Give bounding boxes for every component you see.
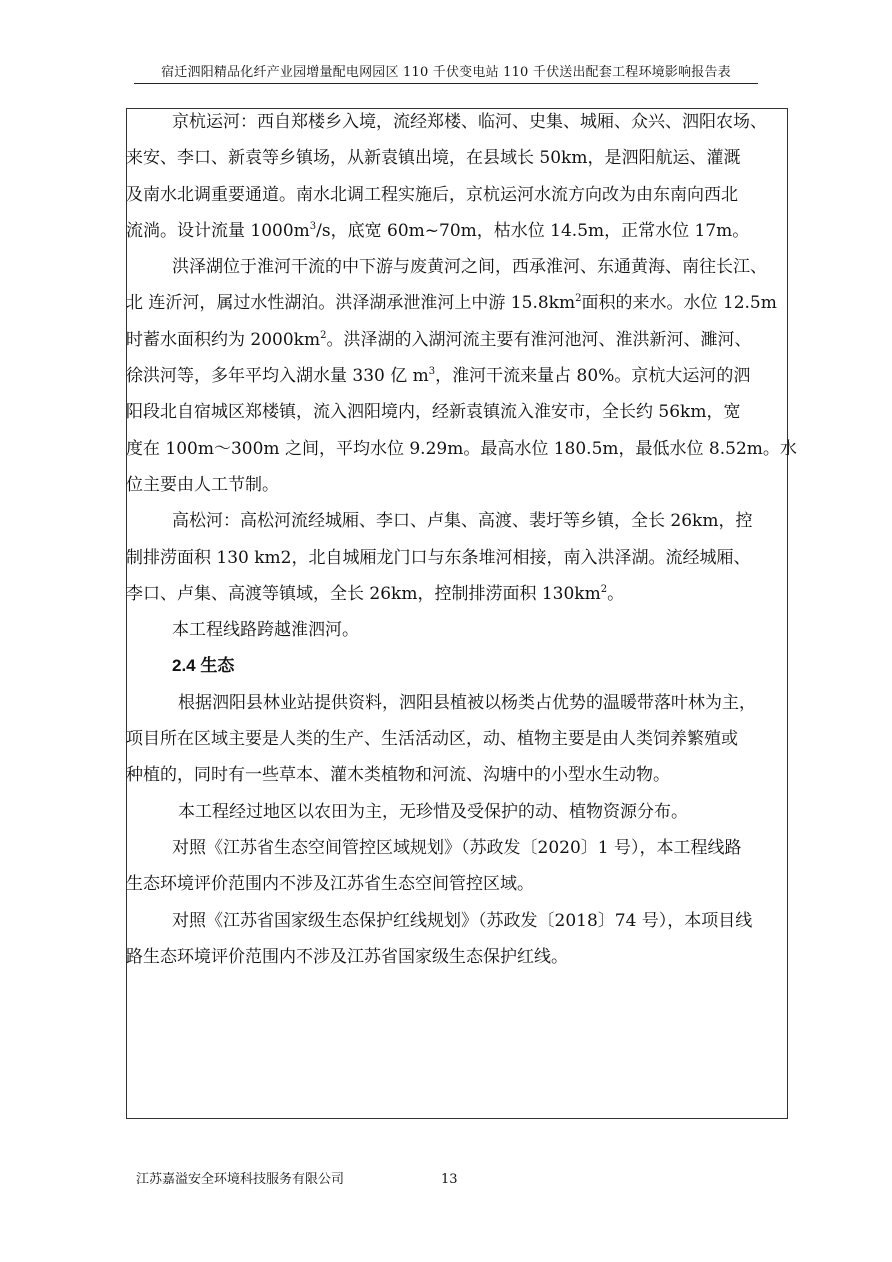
text-line: 京杭运河：西自郑楼乡入境，流经郑楼、临河、史集、城厢、众兴、泗阳农场、 <box>172 112 767 132</box>
text-line: 来安、李口、新袁等乡镇场，从新袁镇出境，在县域长 50km，是泗阳航运、灌溉 <box>126 148 741 169</box>
text-line: 对照《江苏省生态空间管控区域规划》（苏政发〔2020〕1 号），本工程线路 <box>172 837 742 858</box>
text-line: 洪泽湖位于淮河干流的中下游与废黄河之间，西承淮河、东通黄海、南往长江、 <box>172 257 767 278</box>
text-line: 对照《江苏省国家级生态保护红线规划》（苏政发〔2018〕74 号），本项目线 <box>172 910 753 931</box>
text-line: 制排涝面积 130 km2，北自城厢龙门口与东条堆河相接，南入洪泽湖。流经城厢、 <box>126 547 751 568</box>
paragraph-gaosong-river <box>126 503 780 612</box>
text-line: 徐洪河等，多年平均入湖水量 330 亿 $m^3$，淮河干流来量占 80%。京杭大运河的泗 <box>126 366 751 387</box>
paragraph-redline <box>126 903 780 976</box>
paragraph-jinghang-canal <box>126 104 780 249</box>
section-heading-ecology <box>160 648 780 684</box>
text-line: 及南水北调重要通道。南水北调工程实施后，京杭运河水流方向改为由东南向西北 <box>126 184 738 205</box>
paragraph-ecological-control <box>126 830 780 903</box>
text-line: 生态环境评价范围内不涉及江苏省生态空间管控区域。 <box>126 874 534 895</box>
text-line: 度在 100m～300m 之间，平均水位 9.29m。最高水位 180.5m，最低水位 8.52m。水 <box>126 438 797 459</box>
paragraph-farmland <box>160 794 780 830</box>
text-line: 时蓄水面积约为 $2000km^2$。洪泽湖的入湖河流主要有淮河池河、淮洪新河、濉河、 <box>126 329 752 350</box>
text-line: 阳段北自宿城区郑楼镇，流入泗阳境内，经新袁镇流入淮安市，全长约 56km，宽 <box>126 402 741 423</box>
text-line: 项目所在区域主要是人类的生产、生活活动区，动、植物主要是由人类饲养繁殖或 <box>126 729 738 750</box>
text-line: 本工程经过地区以农田为主，无珍惜及受保护的动、植物资源分布。 <box>178 801 688 822</box>
text-line: 位主要由人工节制。 <box>126 474 279 495</box>
paragraph-ecology <box>126 685 780 794</box>
text-line: 种植的，同时有一些草本、灌木类植物和河流、沟塘中的小型水生动物。 <box>126 765 670 786</box>
content-body <box>126 104 797 975</box>
text-line: 流淌。设计流量 $1000m^3/s$，底宽 60m~70m，枯水位 14.5m，正常水位 17m。 <box>126 220 750 241</box>
text-line: 高松河：高松河流经城厢、李口、卢集、高渡、裴圩等乡镇，全长 26km，控 <box>172 511 753 532</box>
text-line: 路生态环境评价范围内不涉及江苏省国家级生态保护红线。 <box>126 946 568 967</box>
paragraph-hongze-lake <box>126 249 797 503</box>
page-number: 13 <box>441 1172 458 1187</box>
header-rule <box>134 83 758 84</box>
footer-company: 江苏嘉溢安全环境科技服务有限公司 <box>136 1172 345 1187</box>
text-line: 李口、卢集、高渡等镇域，全长 26km，控制排涝面积 $130km^2$。 <box>126 583 625 604</box>
text-line: 北 连沂河，属过水性湖泊。洪泽湖承泄淮河上中游 $15.8km^2$面积的来水。水位 12.5m <box>126 293 777 314</box>
section-heading: 2.4 生态 <box>172 656 235 676</box>
text-line: 本工程线路跨越淮泗河。 <box>172 620 359 641</box>
page-header: 宿迁泗阳精品化纤产业园增量配电网园区 110 千伏变电站 110 千伏送出配套工程环境影响报告表 <box>161 65 731 80</box>
paragraph-crossing <box>160 612 780 648</box>
text-line: 根据泗阳县林业站提供资料，泗阳县植被以杨类占优势的温暖带落叶林为主， <box>178 692 756 713</box>
